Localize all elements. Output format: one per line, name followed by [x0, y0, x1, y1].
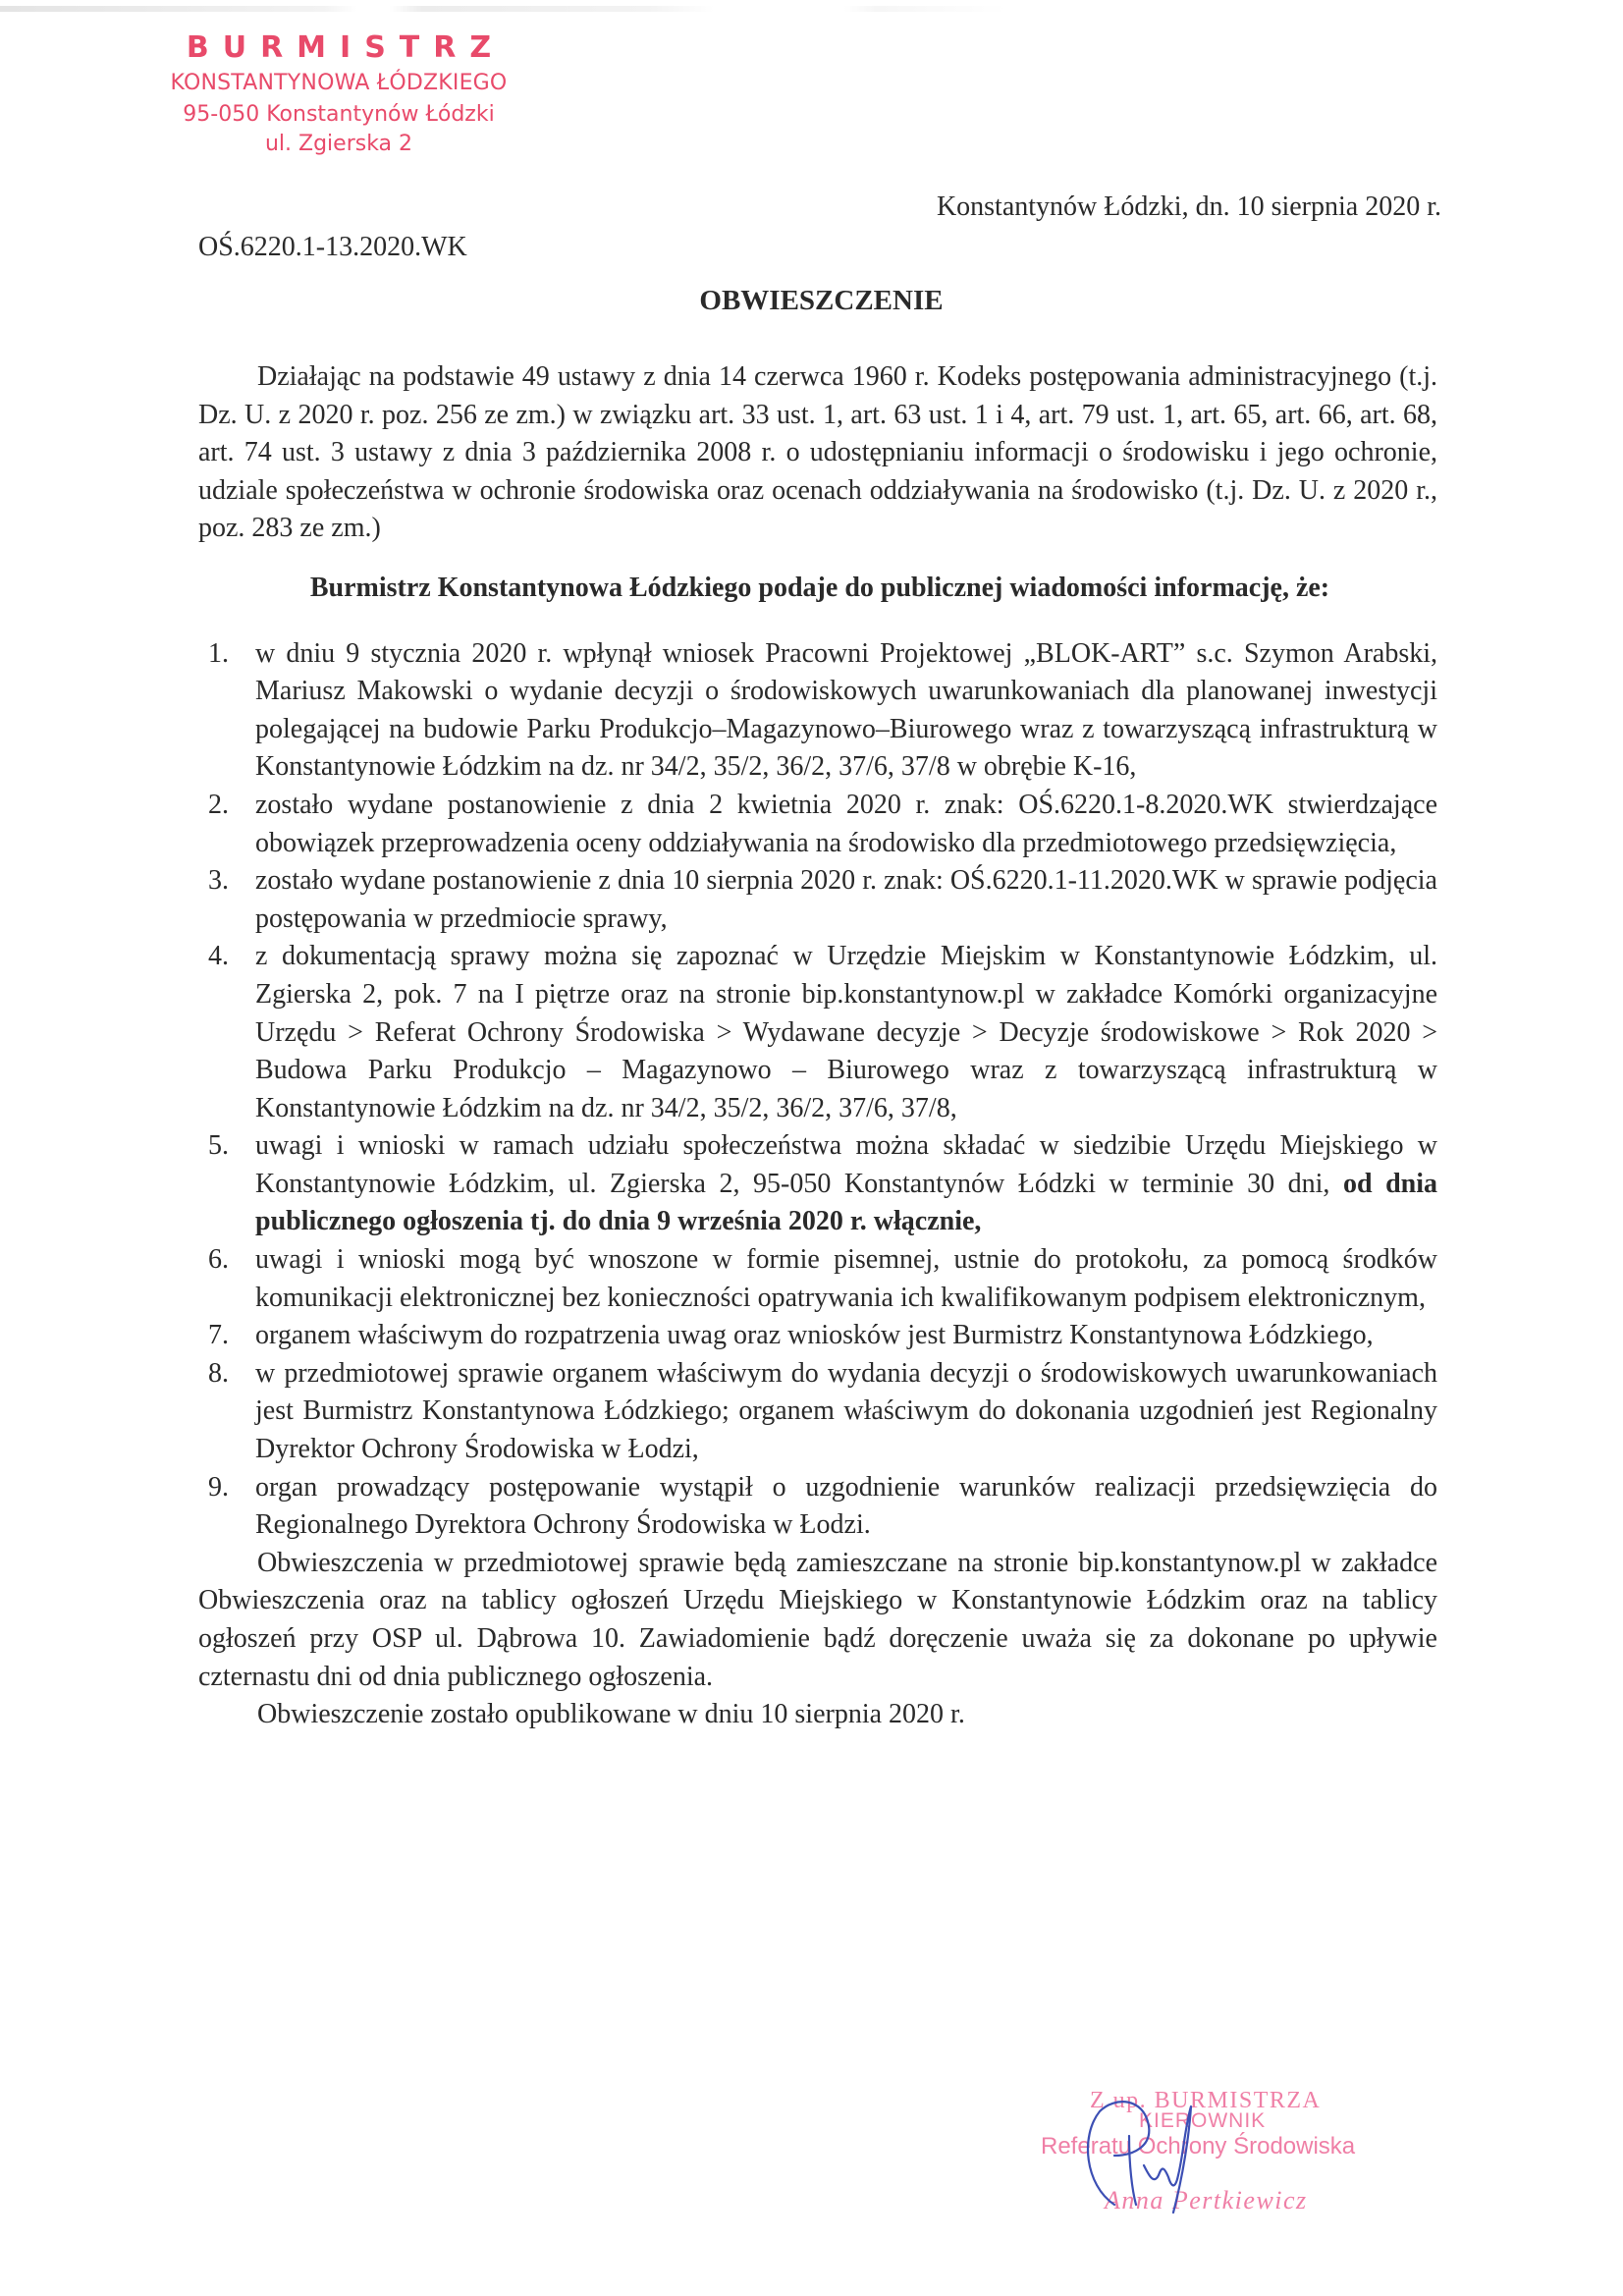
item-number: 9.	[208, 1471, 229, 1503]
reference-number: OŚ.6220.1-13.2020.WK	[198, 232, 467, 262]
list-item	[198, 1317, 1437, 1355]
item-text: uwagi i wnioski w ramach udziału społeczeństwa można składać w siedzibie Urzędu Miejskiego w Konstantynowie Łódzkim, ul. Zgierska 2, 95-050 Konstantynów Łódzki w terminie 30 dni,	[255, 1130, 1437, 1199]
item-number: 3.	[208, 865, 229, 897]
header-stamp	[133, 30, 545, 156]
stamp-position: KIEROWNIK	[1139, 2109, 1267, 2132]
stamp-department: Referatu Ochrony Środowiska	[1041, 2133, 1356, 2159]
item-number: 2.	[208, 789, 229, 820]
list-item	[198, 1241, 1437, 1317]
list-item	[198, 938, 1437, 1127]
item-text: z dokumentacją sprawy można się zapoznać w Urzędzie Miejskim w Konstantynowie Łódzkim, ul. Zgierska 2, pok. 7 na I piętrze oraz na stronie bip.konstantynow.pl w zakładce Komórki organizacyjne Urzędu > Referat Ochrony Środowiska > Wydawane decyzje > Decyzje środowiskowe > Rok 2020 > Budowa Parku Produkcjo – Magazynowo – Biurowego wraz z towarzyszącą infrastrukturą w Konstantynowie Łódzkim na dz. nr 34/2, 35/2, 36/2, 37/6, 37/8,	[255, 941, 1437, 1123]
stamp-postal-address: 95-050 Konstantynów Łódzki	[183, 102, 495, 127]
document-body	[198, 358, 1437, 1734]
intro-paragraph: Działając na podstawie 49 ustawy z dnia 14 czerwca 1960 r. Kodeks postępowania administracyjnego (t.j. Dz. U. z 2020 r. poz. 256 ze zm.) w związku art. 33 ust. 1, art. 63 ust. 1 i 4, art. 79 ust. 1, art. 65, art. 66, art. 68, art. 74 ust. 3 ustawy z dnia 3 października 2008 r. o udostępnianiu informacji o środowisku i jego ochronie, udziale społeczeństwa w ochronie środowiska oraz ocenach oddziaływania na środowisko (t.j. Dz. U. z 2020 r., poz. 283 ze zm.)	[198, 361, 1437, 544]
item-number: 6.	[208, 1244, 229, 1276]
item-text: zostało wydane postanowienie z dnia 10 sierpnia 2020 r. znak: OŚ.6220.1-11.2020.WK w sprawie podjęcia postępowania w przedmiocie sprawy,	[255, 865, 1437, 934]
list-item	[198, 862, 1437, 938]
list-item	[198, 1469, 1437, 1545]
stamp-street-address: ul. Zgierska 2	[264, 132, 413, 156]
handwritten-signature-icon	[1075, 2097, 1252, 2214]
announcement-list	[198, 635, 1437, 1545]
closing-paragraph: Obwieszczenia w przedmiotowej sprawie będą zamieszczane na stronie bip.konstantynow.pl w zakładce Obwieszczenia oraz na tablicy ogłoszeń Urzędu Miejskiego w Konstantynowie Łódzkim oraz na tablicy ogłoszeń przy OSP ul. Dąbrowa 10. Zawiadomienie bądź doręczenie uważa się za dokonane po upływie czternastu dni od dnia publicznego ogłoszenia.	[198, 1547, 1437, 1692]
scan-artifact-line	[0, 6, 1623, 12]
item-text: organ prowadzący postępowanie wystąpił o uzgodnienie warunków realizacji przedsięwzięcia do Regionalnego Dyrektora Ochrony Środowiska w Łodzi.	[255, 1471, 1437, 1541]
list-item	[198, 1355, 1437, 1469]
item-text: organem właściwym do rozpatrzenia uwag oraz wniosków jest Burmistrz Konstantynowa Łódzkiego,	[255, 1320, 1374, 1351]
item-text: zostało wydane postanowienie z dnia 2 kwietnia 2020 r. znak: OŚ.6220.1-8.2020.WK stwierdzające obowiązek przeprowadzenia oceny oddziaływania na środowisko dla przedmiotowego przedsięwzięcia,	[255, 789, 1437, 858]
list-item	[198, 1127, 1437, 1241]
item-number: 7.	[208, 1320, 229, 1351]
item-number: 5.	[208, 1130, 229, 1162]
list-item	[198, 635, 1437, 787]
item-text: w przedmiotowej sprawie organem właściwym do wydania decyzji o środowiskowych uwarunkowaniach jest Burmistrz Konstantynowa Łódzkiego; organem właściwym do dokonania uzgodnień jest Regionalny Dyrektor Ochrony Środowiska w Łodzi,	[255, 1357, 1437, 1465]
stamp-on-behalf: Z up. BURMISTRZA	[1090, 2088, 1322, 2113]
document-title: OBWIESZCZENIE	[699, 285, 944, 316]
list-item	[198, 787, 1437, 862]
place-and-date: Konstantynów Łódzki, dn. 10 sierpnia 2020 r.	[936, 191, 1441, 222]
item-number: 1.	[208, 637, 229, 669]
deadline-bold-text: od dnia publicznego ogłoszenia tj. do dnia 9 września 2020 r. włącznie,	[255, 1168, 1437, 1237]
published-note: Obwieszczenie zostało opublikowane w dniu 10 sierpnia 2020 r.	[257, 1699, 965, 1730]
item-text: w dniu 9 stycznia 2020 r. wpłynął wniosek Pracowni Projektowej „BLOK-ART” s.c. Szymon Arabski, Mariusz Makowski o wydanie decyzji o środowiskowych uwarunkowaniach dla planowanej inwestycji polegającej na budowie Parku Produkcjo–Magazynowo–Biurowego wraz z towarzyszącą infrastrukturą w Konstantynowie Łódzkim na dz. nr 34/2, 35/2, 36/2, 37/6, 37/8 w obrębie K-16,	[255, 637, 1437, 783]
stamp-title: BURMISTRZ	[186, 30, 506, 65]
stamp-municipality: KONSTANTYNOWA ŁÓDZKIEGO	[170, 71, 508, 95]
stamp-signatory-name: Anna Pertkiewicz	[1105, 2186, 1308, 2214]
item-number: 8.	[208, 1357, 229, 1389]
item-text: uwagi i wnioski mogą być wnoszone w formie pisemnej, ustnie do protokołu, za pomocą środków komunikacji elektronicznej bez konieczności opatrywania ich kwalifikowanym podpisem elektronicznym,	[255, 1244, 1437, 1313]
item-number: 4.	[208, 941, 229, 972]
announcement-heading: Burmistrz Konstantynowa Łódzkiego podaje do publicznej wiadomości informację, że:	[309, 572, 1330, 603]
